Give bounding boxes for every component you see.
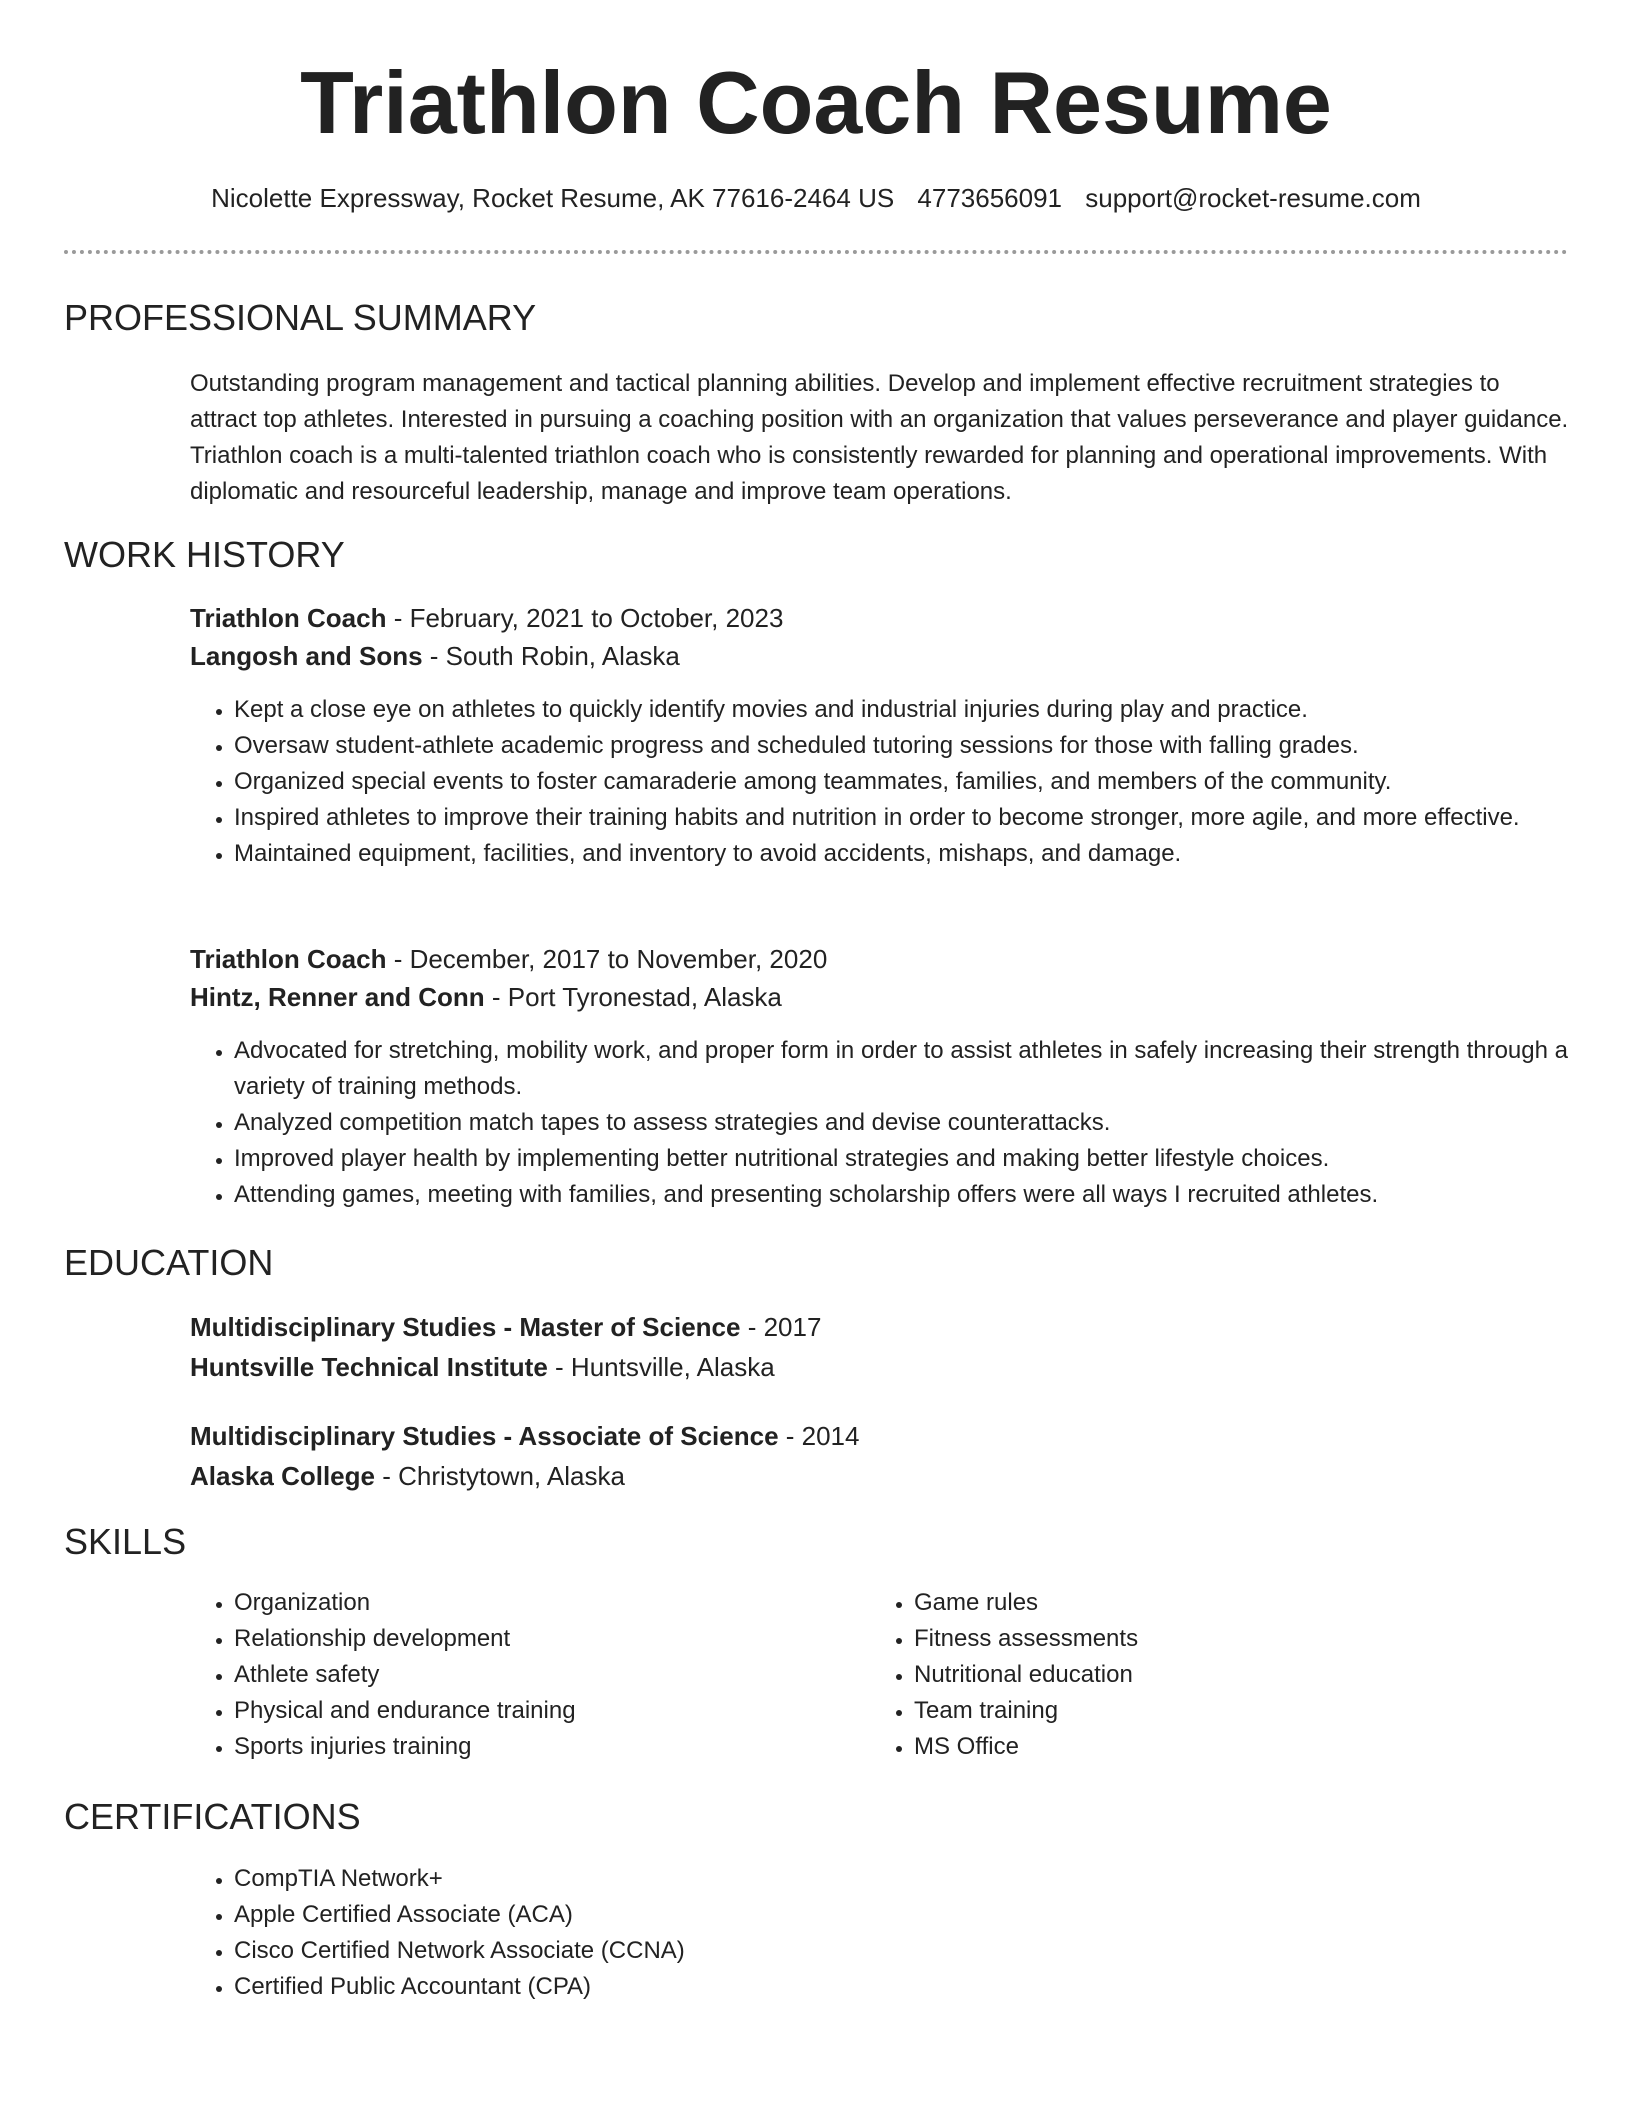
list-item: • CompTIA Network+ — [234, 1861, 1614, 1897]
list-item: • Apple Certified Associate (ACA) — [234, 1897, 1614, 1933]
job-1-company: Langosh and Sons — [190, 641, 423, 671]
job-1-title-line — [190, 600, 783, 636]
list-item: • Sports injuries training — [234, 1729, 854, 1765]
skills-list-right — [870, 1585, 1534, 1765]
header-divider — [64, 250, 1568, 254]
list-item: • Oversaw student-athlete academic progress and scheduled tutoring sessions for those with falling grades. — [234, 728, 1614, 764]
education-2-degree-line — [190, 1418, 859, 1454]
skills-list-left — [190, 1585, 854, 1765]
job-1-company-line — [190, 638, 680, 674]
certifications-list — [190, 1861, 1614, 2005]
education-2-school-line — [190, 1458, 625, 1494]
list-item: • Relationship development — [234, 1621, 854, 1657]
summary-heading: PROFESSIONAL SUMMARY — [64, 297, 537, 338]
list-item: • Attending games, meeting with families, and presenting scholarship offers were all ways I recruited athletes. — [234, 1177, 1614, 1213]
list-item: • Advocated for stretching, mobility work, and proper form in order to assist athletes in safely increasing their strength through a variety of training methods. — [234, 1033, 1614, 1105]
skills-heading: SKILLS — [64, 1521, 187, 1562]
education-1-school: Huntsville Technical Institute — [190, 1352, 548, 1382]
education-2-school: Alaska College — [190, 1461, 375, 1491]
education-heading: EDUCATION — [64, 1242, 274, 1283]
list-item: • Organization — [234, 1585, 854, 1621]
job-2-role: Triathlon Coach — [190, 944, 387, 974]
job-1-role: Triathlon Coach — [190, 603, 387, 633]
contact-phone: 4773656091 — [917, 183, 1063, 213]
list-item: • Kept a close eye on athletes to quickly identify movies and industrial injuries during play and practice. — [234, 692, 1614, 728]
list-item: • Nutritional education — [914, 1657, 1534, 1693]
certifications-heading: CERTIFICATIONS — [64, 1796, 361, 1837]
list-item: • Team training — [914, 1693, 1534, 1729]
contact-email: support@rocket-resume.com — [1085, 183, 1421, 213]
education-1-year: - 2017 — [740, 1312, 822, 1342]
education-1-location: - Huntsville, Alaska — [547, 1352, 775, 1382]
resume-title: Triathlon Coach Resume — [300, 53, 1332, 152]
education-1-degree-line — [190, 1309, 821, 1345]
list-item: • Organized special events to foster camaraderie among teammates, families, and members of the community. — [234, 764, 1614, 800]
list-item: • Athlete safety — [234, 1657, 854, 1693]
job-2-title-line — [190, 941, 827, 977]
list-item: • Fitness assessments — [914, 1621, 1534, 1657]
contact-address: Nicolette Expressway, Rocket Resume, AK 77616-2464 US — [211, 183, 895, 213]
job-1-dates: - February, 2021 to October, 2023 — [386, 603, 784, 633]
work-history-heading: WORK HISTORY — [64, 534, 345, 575]
list-item: • MS Office — [914, 1729, 1534, 1765]
job-1-location: - South Robin, Alaska — [422, 641, 680, 671]
list-item: • Cisco Certified Network Associate (CCNA) — [234, 1933, 1614, 1969]
job-2-dates: - December, 2017 to November, 2020 — [386, 944, 828, 974]
education-1-degree: Multidisciplinary Studies - Master of Science — [190, 1312, 741, 1342]
list-item: • Game rules — [914, 1585, 1534, 1621]
list-item: • Certified Public Accountant (CPA) — [234, 1969, 1614, 2005]
list-item: • Maintained equipment, facilities, and inventory to avoid accidents, mishaps, and damage. — [234, 836, 1614, 872]
list-item: • Inspired athletes to improve their training habits and nutrition in order to become stronger, more agile, and more effective. — [234, 800, 1614, 836]
job-2-location: - Port Tyronestad, Alaska — [484, 982, 782, 1012]
education-2-location: - Christytown, Alaska — [374, 1461, 625, 1491]
job-2-company: Hintz, Renner and Conn — [190, 982, 485, 1012]
education-2-year: - 2014 — [778, 1421, 860, 1451]
contact-line — [0, 180, 1632, 216]
list-item: • Analyzed competition match tapes to assess strategies and devise counterattacks. — [234, 1105, 1614, 1141]
summary-text: Outstanding program management and tactical planning abilities. Develop and implement effective recruitment strategies to attract top athletes. Interested in pursuing a coaching position with an organization that values perseverance and player guidance. Triathlon coach is a multi-talented triathlon coach who is consistently rewarded for planning and operational improvements. With diplomatic and resourceful leadership, manage and improve team operations. — [190, 370, 1569, 505]
education-2-degree: Multidisciplinary Studies - Associate of Science — [190, 1421, 779, 1451]
education-1-school-line — [190, 1349, 775, 1385]
list-item: • Improved player health by implementing better nutritional strategies and making better lifestyle choices. — [234, 1141, 1614, 1177]
list-item: • Physical and endurance training — [234, 1693, 854, 1729]
job-1-bullets — [190, 692, 1614, 872]
job-2-bullets — [190, 1033, 1614, 1213]
job-2-company-line — [190, 979, 782, 1015]
